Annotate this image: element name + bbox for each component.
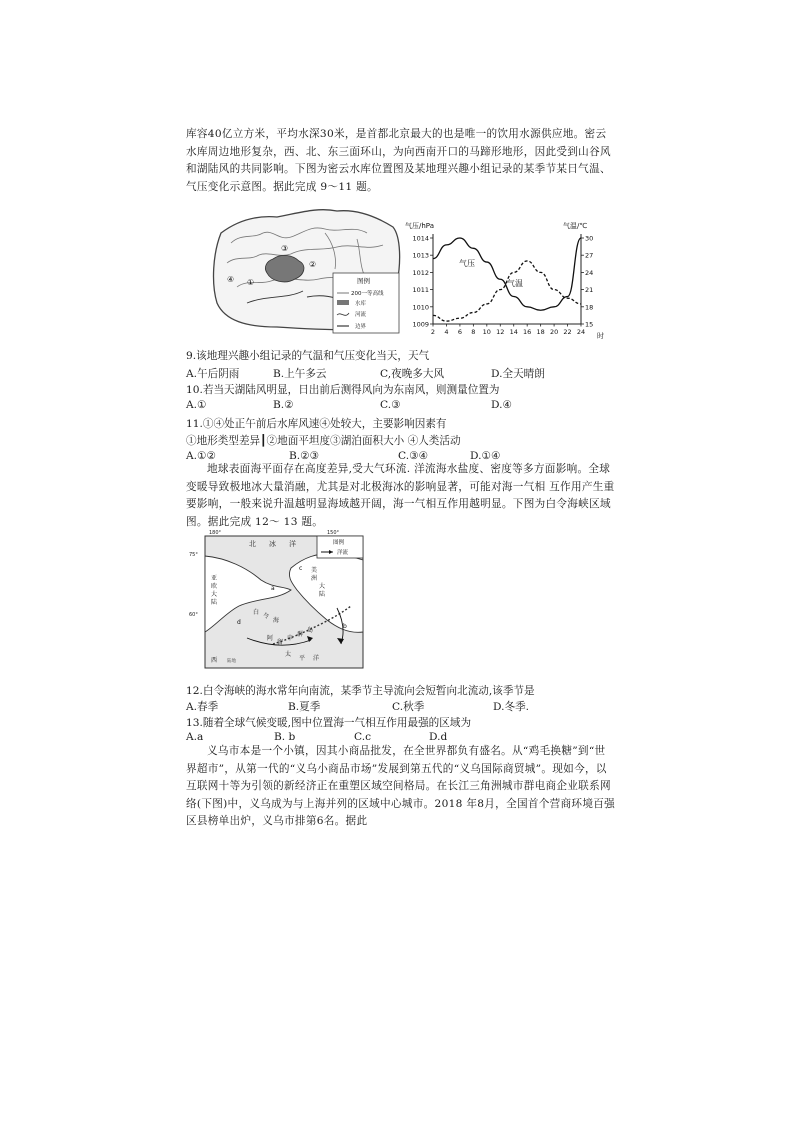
x-tick-label: 16 (523, 328, 532, 336)
marker-2: ② (309, 260, 317, 269)
temperature-line (433, 261, 581, 321)
question-9-stem: 9.该地理兴趣小组记录的气温和气压变化当天，天气 (186, 350, 430, 362)
svg-text:200一等高线: 200一等高线 (351, 291, 384, 297)
point-c: c (299, 565, 303, 572)
svg-text:洲: 洲 (311, 575, 318, 582)
point-d: d (237, 619, 241, 626)
svg-text:亚: 亚 (211, 575, 218, 582)
x-tick-label: 4 (444, 328, 449, 336)
chart-ylabel-left: 气压/hPa (405, 222, 434, 230)
y-left-tick-label: 1009 (412, 320, 429, 329)
question-11-option-c[interactable]: C.③④ (398, 450, 429, 462)
svg-text:申: 申 (287, 635, 294, 642)
question-9-option-c[interactable]: C,夜晚多大风 (380, 368, 445, 380)
svg-text:60°: 60° (189, 612, 198, 618)
question-13-option-b[interactable]: B. b (274, 731, 296, 743)
svg-text:180°: 180° (209, 530, 222, 536)
x-tick-label: 14 (509, 328, 518, 336)
svg-text:平: 平 (299, 655, 306, 662)
svg-text:海: 海 (273, 617, 280, 624)
question-12-option-c[interactable]: C.秋季 (392, 701, 425, 713)
question-9-option-a[interactable]: A.午后阴雨 (186, 368, 240, 380)
svg-text:美: 美 (311, 567, 318, 574)
x-tick-label: 2 (430, 328, 436, 336)
question-11-option-d[interactable]: D.①④ (470, 450, 501, 462)
question-10-stem: 10.若当天湖陆风明显，日出前后测得风向为东南风，则测量位置为 (186, 384, 500, 396)
svg-text:75°: 75° (189, 552, 198, 558)
question-10-option-a[interactable]: A.① (186, 399, 207, 411)
svg-text:留: 留 (277, 639, 284, 646)
svg-text:阿: 阿 (267, 635, 274, 642)
marker-3: ③ (281, 244, 289, 253)
question-12-option-d[interactable]: D.冬季. (493, 701, 530, 713)
question-13-stem: 13.随着全球气候变暖,图中位置海一气相互作用最强的区域为 (186, 717, 472, 729)
point-a: a (271, 585, 275, 592)
bering-strait-map (187, 528, 365, 670)
y-right-tick-label: 27 (585, 251, 594, 260)
y-right-tick-label: 21 (585, 286, 594, 295)
y-left-tick-label: 1012 (412, 268, 429, 277)
intro-sea-paragraph: 地球表面海平面存在高度差异,受大气环流. 洋流海水盐度、密度等多方面影响。全球变暖导致极地冰大量消融，尤其是对北极海冰的影响显著，可能对海一气相 互作用产生重要影响，一般来说升温越明显海域越开阔，海一气相互作用越明显。下图为白令海峡区域图。据此完成 12～ 13 题。 (186, 463, 615, 528)
pressure-temperature-chart (403, 216, 609, 340)
svg-text:白: 白 (253, 609, 260, 616)
question-11-factors: ①地形类型差异┃②地面平坦度③湖泊面积大小 ④人类活动 (186, 435, 461, 447)
x-tick-label: 12 (496, 328, 505, 336)
y-right-tick-label: 15 (585, 320, 594, 329)
svg-text:太: 太 (285, 651, 292, 658)
svg-text:边界: 边界 (355, 324, 367, 330)
y-right-tick-label: 30 (585, 234, 594, 243)
question-11-option-a[interactable]: A.①② (186, 450, 217, 462)
y-right-tick-label: 18 (585, 303, 594, 312)
pressure-line (433, 238, 581, 310)
svg-text:冰: 冰 (269, 540, 276, 548)
x-tick-label: 22 (563, 328, 572, 336)
svg-text:群: 群 (297, 631, 304, 638)
y-left-tick-label: 1011 (412, 286, 429, 295)
question-13-option-c[interactable]: C.c (354, 731, 372, 743)
svg-text:欧: 欧 (211, 583, 218, 590)
question-10-option-c[interactable]: C.③ (380, 399, 401, 411)
svg-text:陆: 陆 (319, 591, 326, 598)
question-12-stem: 12.白令海峡的海水常年向南流，某季节主导流向会短暂向北流动,该季节是 (186, 685, 535, 697)
question-9-option-b[interactable]: B.上午多云 (273, 368, 327, 380)
question-11-stem: 11.①④处正午前后水库风速④处较大，主要影响因素有 (186, 418, 447, 430)
series-label-temperature: 气温 (507, 279, 523, 288)
question-12-option-b[interactable]: B.夏季 (288, 701, 321, 713)
x-tick-label: 8 (471, 328, 476, 336)
x-tick-label: 18 (536, 328, 545, 336)
x-tick-label: 6 (457, 328, 462, 336)
marker-4: ④ (227, 275, 235, 284)
reservoir-location-map (207, 203, 403, 335)
marker-1: ① (247, 278, 255, 287)
x-tick-label: 24 (576, 328, 586, 336)
question-9-option-d[interactable]: D.全天晴朗 (491, 368, 545, 380)
question-13-option-d[interactable]: D.d (429, 731, 448, 743)
y-left-tick-label: 1013 (412, 251, 429, 260)
chart-x-unit: 时 (597, 332, 604, 340)
question-11-option-b[interactable]: B.②③ (289, 450, 320, 462)
question-10-option-b[interactable]: B.② (273, 399, 294, 411)
reservoir-legend-swatch (337, 300, 349, 305)
intro-yiwu-paragraph: 义乌市本是一个小镇，因其小商品批发，在全世界都负有盛名。从“鸡毛换糖”到“世界超市”，从第一代的“义乌小商品市场”发展到第五代的“义乌国际商贸城”。现如今，以互联网十等为引领的新经济正在重塑区域空间格局。在长江三角洲城市群电商企业联系网络(下图)中，义乌成为与上海并列的区域中心城市。2018 年8月，全国首个营商环境百强区县榜单出炉，义乌市排第6名。据此 (186, 745, 616, 827)
svg-text:令: 令 (263, 613, 270, 620)
svg-text:陆: 陆 (211, 599, 218, 606)
svg-text:北: 北 (249, 540, 256, 548)
svg-text:水库: 水库 (355, 301, 367, 307)
y-left-tick-label: 1014 (412, 234, 429, 243)
svg-text:大: 大 (319, 583, 326, 590)
series-label-pressure: 气压 (459, 259, 475, 268)
question-10-option-d[interactable]: D.④ (491, 399, 512, 411)
point-b: b (343, 623, 347, 630)
svg-text:大: 大 (211, 591, 218, 598)
question-13-option-a[interactable]: A.a (186, 731, 204, 743)
svg-text:河流: 河流 (355, 312, 367, 318)
map1-legend-title: 图例 (357, 277, 370, 285)
x-tick-label: 20 (549, 328, 559, 336)
intro-reservoir-paragraph: 库容40亿立方米，平均水深30米，是首都北京最大的也是唯一的饮用水源供应地。密云水库周边地形复杂，西、北、东三面环山，为向西南开口的马蹄形地形，因此受到山谷风和湖陆风的共同影响。下图为密云水库位置图及某地理兴趣小组记录的某季节某日气温、气压变化示意图。据此完成 9～11 题。 (186, 128, 611, 193)
svg-text:图例: 图例 (333, 540, 345, 546)
svg-text:岛: 岛 (307, 627, 314, 634)
svg-text:150°: 150° (327, 530, 340, 536)
svg-text:西: 西 (211, 657, 218, 664)
chart-ylabel-right: 气温/℃ (563, 222, 588, 230)
question-12-option-a[interactable]: A.春季 (186, 701, 219, 713)
y-left-tick-label: 1010 (412, 303, 429, 312)
svg-text:洋: 洋 (313, 655, 320, 662)
svg-text:洋流: 洋流 (337, 550, 349, 556)
svg-text:洋: 洋 (289, 540, 296, 548)
svg-text:陆地: 陆地 (227, 659, 236, 664)
y-right-tick-label: 24 (585, 268, 594, 277)
x-tick-label: 10 (482, 328, 491, 336)
